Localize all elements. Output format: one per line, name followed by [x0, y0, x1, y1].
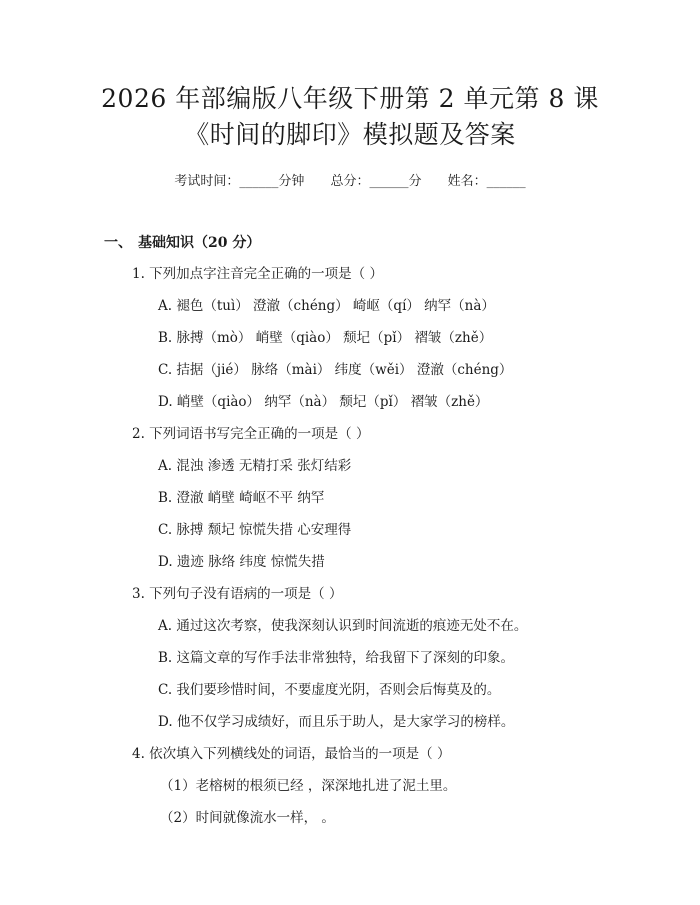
option-line: C. 拮据（jié） 脉络（mài） 纬度（wěi） 澄澈（chéng） [158, 362, 513, 378]
question-stem: 1. 下列加点字注音完全正确的一项是（ ） [132, 266, 383, 282]
section-heading [104, 232, 260, 252]
question-stem: 2. 下列词语书写完全正确的一项是（ ） [132, 426, 370, 442]
document-title-line-2: 《时间的脚印》模拟题及答案 [184, 120, 516, 149]
option-line: B. 澄澈 峭壁 崎岖不平 纳罕 [158, 490, 325, 506]
question-stem: 4. 依次填入下列横线处的词语，最恰当的一项是（ ） [132, 746, 451, 762]
option-line: C. 我们要珍惜时间，不要虚度光阴，否则会后悔莫及的。 [158, 682, 501, 698]
option-line: D. 他不仅学习成绩好，而且乐于助人，是大家学习的榜样。 [158, 714, 515, 730]
exam-name: 姓名：______ [447, 174, 526, 189]
sub-question: （1）老榕树的根须已经 ，深深地扎进了泥土里。 [160, 778, 457, 794]
section-title: 基础知识（20 分） [138, 235, 261, 251]
option-line: A. 通过这次考察，使我深刻认识到时间流逝的痕迹无处不在。 [158, 618, 528, 634]
option-line: B. 这篇文章的写作手法非常独特，给我留下了深刻的印象。 [158, 650, 515, 666]
option-line: B. 脉搏（mò） 峭壁（qiào） 颓圮（pǐ） 褶皱（zhě） [158, 330, 493, 346]
option-line: A. 混浊 渗透 无精打采 张灯结彩 [158, 458, 352, 474]
option-line: A. 褪色（tuì） 澄澈（chéng） 崎岖（qí） 纳罕（nà） [158, 298, 495, 314]
section-number: 一、 [104, 235, 132, 251]
exam-meta [0, 170, 700, 189]
option-line: C. 脉搏 颓圮 惊慌失措 心安理得 [158, 522, 352, 538]
exam-time: 考试时间：______分钟 [174, 174, 305, 189]
exam-score: 总分：______分 [330, 174, 422, 189]
document-title-line-1: 2026 年部编版八年级下册第 2 单元第 8 课 [101, 84, 599, 113]
sub-question: （2）时间就像流水一样， 。 [160, 810, 335, 826]
question-stem: 3. 下列句子没有语病的一项是（ ） [132, 586, 343, 602]
option-line: D. 峭壁（qiào） 纳罕（nà） 颓圮（pǐ） 褶皱（zhě） [158, 394, 489, 410]
option-line: D. 遗迹 脉络 纬度 惊慌失措 [158, 554, 325, 570]
